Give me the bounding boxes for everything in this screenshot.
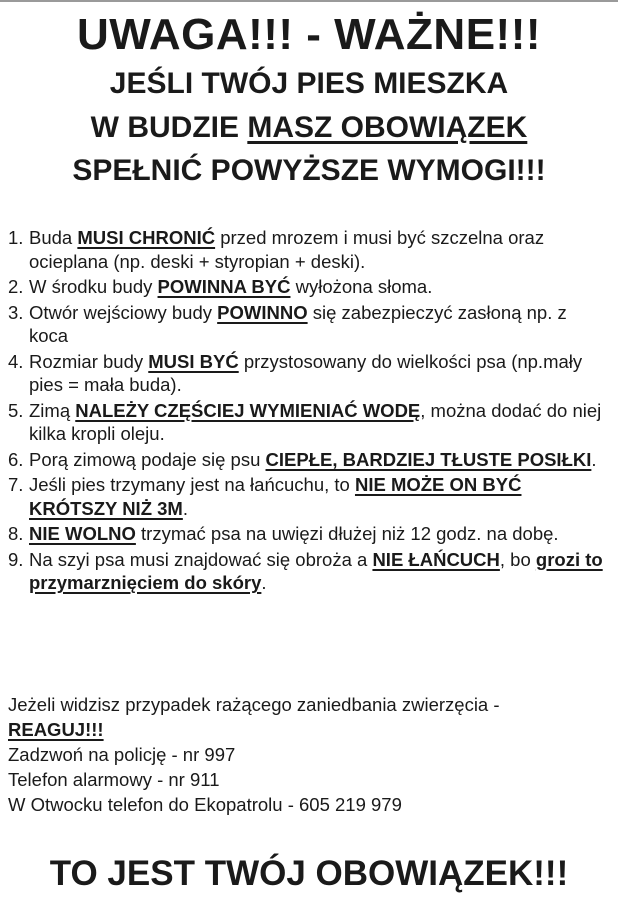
item-number: 1. <box>8 227 24 248</box>
list-item <box>8 350 608 397</box>
item-text: Otwór wejściowy budy <box>29 301 218 323</box>
item-emphasis: MUSI CHRONIĆ <box>77 227 216 248</box>
footer-info <box>8 692 608 817</box>
item-emphasis: POWINNA BYĆ <box>157 276 291 297</box>
rules-list <box>8 226 608 597</box>
subtitle-line-3: SPEŁNIĆ POWYŻSZE WYMOGI!!! <box>72 154 546 187</box>
item-number: 2. <box>8 276 24 297</box>
item-text: , bo <box>499 548 536 570</box>
item-emphasis: NIE ŁAŃCUCH <box>372 548 500 570</box>
item-number: 8. <box>8 523 24 544</box>
police-number: Zadzwoń na policję - nr 997 <box>8 744 236 765</box>
item-number: 5. <box>8 399 24 421</box>
list-item <box>8 522 608 546</box>
subtitle-line-2 <box>0 110 618 146</box>
item-text: . <box>591 448 597 470</box>
page-title: UWAGA!!! - WAŻNE!!! <box>76 10 542 59</box>
item-emphasis: NALEŻY CZĘŚCIEJ WYMIENIAĆ WODĘ <box>75 399 421 421</box>
item-text: . <box>182 497 188 519</box>
item-text: W środku budy <box>29 276 158 297</box>
item-text: trzymać psa na uwięzi dłużej niż 12 godz. na dobę. <box>135 523 559 544</box>
alarm-number: Telefon alarmowy - nr 911 <box>8 769 220 790</box>
item-text: Rozmiar budy <box>29 350 149 372</box>
list-item <box>8 399 608 446</box>
item-number: 6. <box>8 448 24 470</box>
item-number: 3. <box>8 301 24 323</box>
top-border <box>0 0 618 2</box>
item-text: Porą zimową podaje się psu <box>29 448 266 470</box>
item-emphasis: grozi to przymarznięciem do skóry <box>29 548 603 593</box>
item-emphasis: MUSI BYĆ <box>148 350 239 372</box>
footer-intro: Jeżeli widzisz przypadek rażącego zaniedbania zwierzęcia - <box>8 694 500 715</box>
list-item <box>8 226 608 273</box>
item-emphasis: NIE MOŻE ON BYĆ KRÓTSZY NIŻ 3M <box>29 474 522 519</box>
item-number: 7. <box>8 474 24 495</box>
item-text: Jeśli pies trzymany jest na łańcuchu, to <box>29 474 355 495</box>
item-text: przystosowany do wielkości psa (np.mały pies = mała buda). <box>29 350 583 395</box>
list-item <box>8 473 608 520</box>
subtitle-emphasis: MASZ OBOWIĄZEK <box>247 111 528 144</box>
item-emphasis: NIE WOLNO <box>29 523 136 544</box>
subtitle-line-1: JEŚLI TWÓJ PIES MIESZKA <box>109 67 509 100</box>
item-number: 9. <box>8 548 24 570</box>
item-text: się zabezpieczyć zasłoną np. z koca <box>29 301 567 346</box>
item-text: wyłożona słoma. <box>290 276 433 297</box>
item-text: . <box>261 572 267 593</box>
item-number: 4. <box>8 350 24 372</box>
list-item <box>8 548 608 595</box>
list-item <box>8 301 608 348</box>
react-callout: REAGUJ!!! <box>8 719 104 740</box>
item-text: Buda <box>29 227 78 248</box>
ekopatrol-number: W Otwocku telefon do Ekopatrolu - 605 219 979 <box>8 794 402 815</box>
item-text: Na szyi psa musi znajdować się obroża a <box>29 548 373 570</box>
list-item <box>8 275 608 299</box>
list-item <box>8 448 608 472</box>
item-text: , można dodać do niej kilka kropli oleju. <box>29 399 602 444</box>
item-text: Zimą <box>29 399 76 421</box>
item-emphasis: CIEPŁE, BARDZIEJ TŁUSTE POSIŁKI <box>265 448 592 470</box>
closing-line: TO JEST TWÓJ OBOWIĄZEK!!! <box>49 854 569 893</box>
subtitle-line-2-prefix: W BUDZIE <box>90 111 248 144</box>
item-emphasis: POWINNO <box>217 301 308 323</box>
item-text: przed mrozem i musi być szczelna oraz ocieplana (np. deski + styropian + deski). <box>29 227 545 272</box>
